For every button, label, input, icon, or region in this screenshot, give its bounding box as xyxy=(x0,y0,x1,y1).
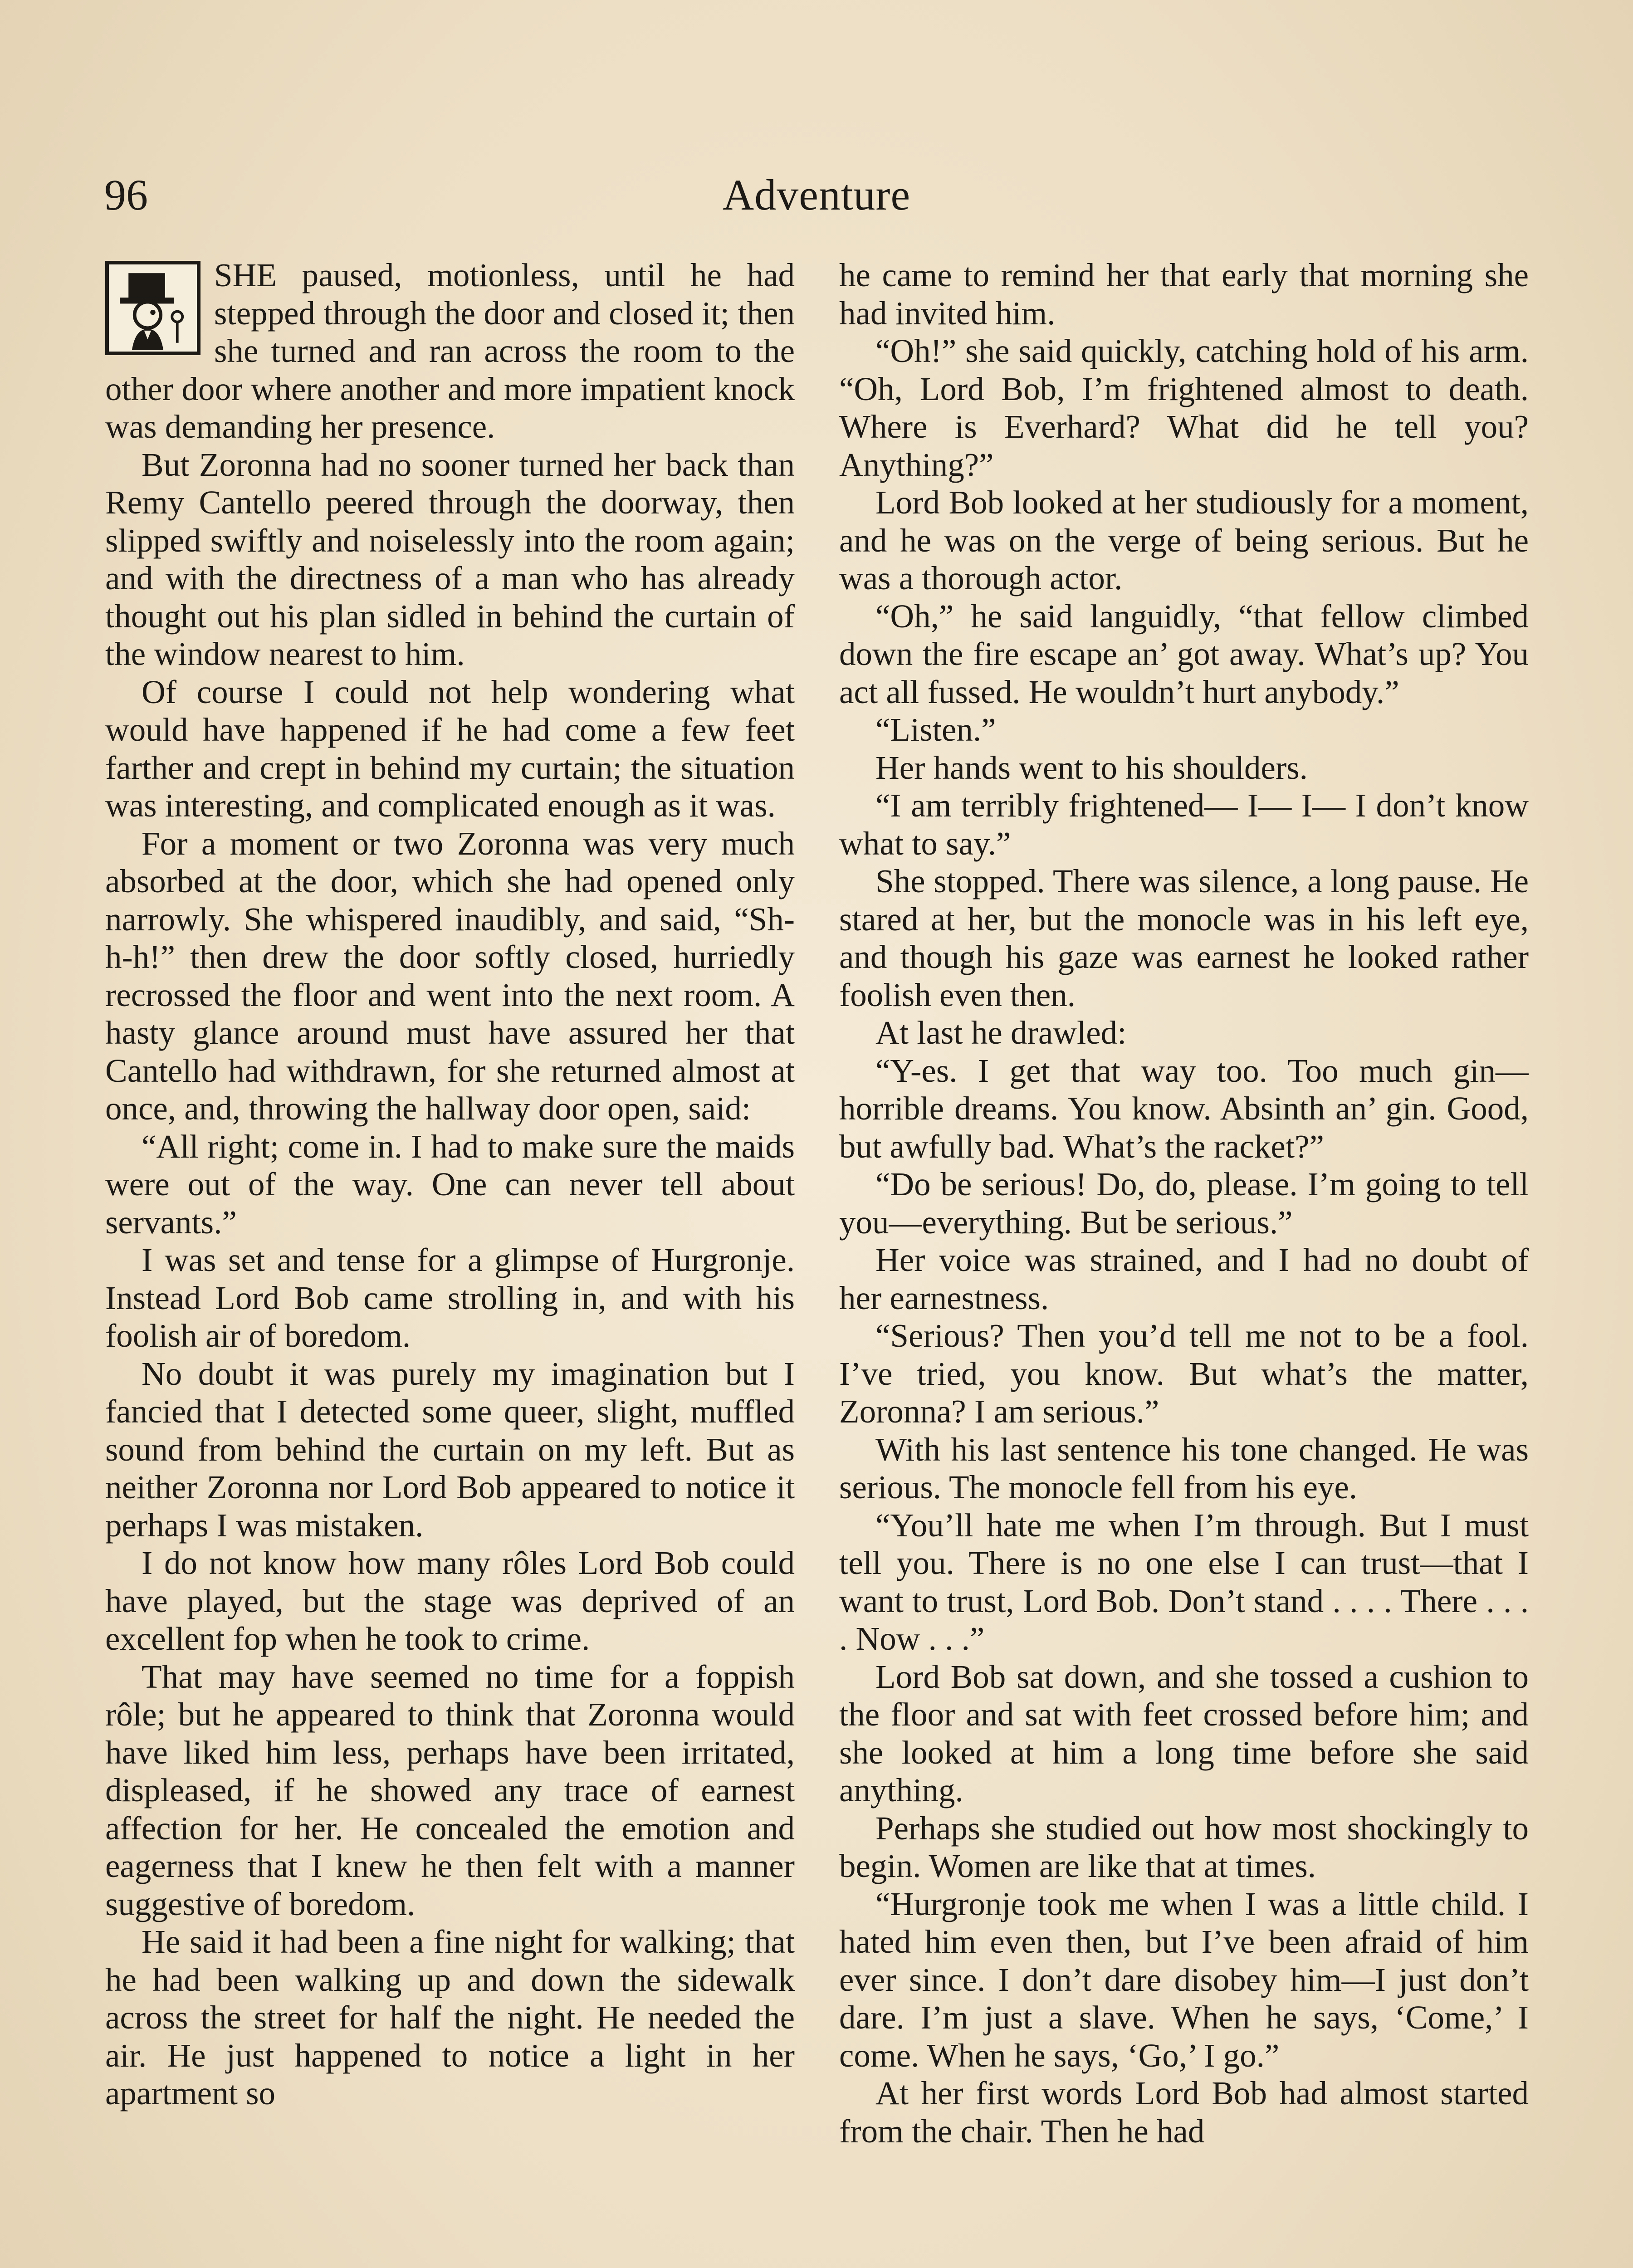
paragraph: I was set and tense for a glimpse of Hurgronje. Instead Lord Bob came strolling in, and with his foolish air of boredom. xyxy=(105,1242,795,1354)
paragraph: At last he drawled: xyxy=(875,1014,1127,1051)
paragraph: At her first words Lord Bob had almost started from the chair. Then he had xyxy=(839,2075,1529,2150)
paragraph: “Oh!” she said quickly, catching hold of his arm. “Oh, Lord Bob, I’m frightened almost to death. Where is Everhard? What did he tell you? Anything?” xyxy=(839,332,1529,483)
paragraph: Lord Bob looked at her studiously for a moment, and he was on the verge of being serious. But he was a thorough actor. xyxy=(839,484,1529,596)
paragraph: Her voice was strained, and I had no doubt of her earnestness. xyxy=(839,1242,1529,1316)
article-body xyxy=(105,256,1534,2268)
paragraph-text: SHE paused, motionless, until he had stepped through the door and closed it; then she turned and ran across the room to the other door where another and more impatient knock was demanding her presence. xyxy=(105,257,795,445)
paragraph: “You’ll hate me when I’m through. But I must tell you. There is no one else I can trust—that I want to trust, Lord Bob. Don’t stand . . . . There . . . . Now . . .” xyxy=(839,1506,1529,1657)
paragraph: “All right; come in. I had to make sure the maids were out of the way. One can never tell about servants.” xyxy=(105,1128,795,1241)
paragraph: “Serious? Then you’d tell me not to be a fool. I’ve tried, you know. But what’s the matter, Zoronna? I am serious.” xyxy=(839,1317,1529,1430)
paragraph: “Do be serious! Do, do, please. I’m going to tell you—everything. But be serious.” xyxy=(839,1166,1529,1241)
paragraph: I do not know how many rôles Lord Bob could have played, but the stage was deprived of an excellent fop when he took to crime. xyxy=(105,1545,795,1657)
paragraph: She stopped. There was silence, a long pause. He stared at her, but the monocle was in his left eye, and though his gaze was earnest he looked rather foolish even then. xyxy=(839,863,1529,1013)
paragraph: No doubt it was purely my imagination but I fancied that I detected some queer, slight, muffled sound from behind the curtain on my left. But as neither Zoronna nor Lord Bob appeared to notice it perhaps I was mistaken. xyxy=(105,1355,795,1544)
paragraph: “I am terribly frightened— I— I— I don’t know what to say.” xyxy=(839,787,1529,862)
paragraph xyxy=(105,256,795,446)
left-column xyxy=(105,256,795,2268)
paragraph: “Listen.” xyxy=(875,711,996,748)
paragraph: “Oh,” he said languidly, “that fellow climbed down the fire escape an’ got away. What’s up? You act all fussed. He wouldn’t hurt anybody.” xyxy=(839,597,1529,710)
paragraph: But Zoronna had no sooner turned her back than Remy Cantello peered through the doorway, then slipped swiftly and noiselessly into the room again; and with the directness of a man who has already thought out his plan sidled in behind the curtain of the window nearest to him. xyxy=(105,446,795,672)
paragraph: Of course I could not help wondering what would have happened if he had come a few feet farther and crept in behind my curtain; the situation was interesting, and complicated enough as it was. xyxy=(105,673,795,824)
top-hat-figure-icon xyxy=(105,261,200,355)
paragraph: “Hurgronje took me when I was a little child. I hated him even then, but I’ve been afraid of him ever since. I don’t dare disobey him—I just don’t dare. I’m just a slave. When he says, ‘Come,’ I come. When he says, ‘Go,’ I go.” xyxy=(839,1885,1529,2074)
paragraph: That may have seemed no time for a foppish rôle; but he appeared to think that Zoronna would have liked him less, perhaps have been irritated, displeased, if he showed any trace of earnest affection for her. He concealed the emotion and eagerness that I knew he then felt with a manner suggestive of boredom. xyxy=(105,1658,795,1922)
paragraph: he came to remind her that early that morning she had invited him. xyxy=(839,257,1529,332)
paragraph: Perhaps she studied out how most shockingly to begin. Women are like that at times. xyxy=(839,1809,1529,1884)
page-number: 96 xyxy=(104,171,148,219)
paragraph: He said it had been a fine night for walking; that he had been walking up and down the sidewalk across the street for half the night. He needed the air. He just happened to notice a light in her apartment so xyxy=(105,1923,795,2112)
paragraph: Her hands went to his shoulders. xyxy=(875,749,1308,786)
paragraph: For a moment or two Zoronna was very much absorbed at the door, which she had opened only narrowly. She whispered inaudibly, and said, “Sh-h-h!” then drew the door softly closed, hurriedly recrossed the floor and went into the next room. A hasty glance around must have assured her that Cantello had withdrawn, for she returned almost at once, and, throwing the hallway door open, said: xyxy=(105,825,795,1127)
page-header xyxy=(104,163,1529,227)
right-column xyxy=(839,256,1529,2268)
running-head: Adventure xyxy=(722,171,911,219)
paragraph: Lord Bob sat down, and she tossed a cushion to the floor and sat with feet crossed before him; and she looked at him a long time before she said anything. xyxy=(839,1658,1529,1809)
paragraph: With his last sentence his tone changed. He was serious. The monocle fell from his eye. xyxy=(839,1431,1529,1505)
paragraph: “Y-es. I get that way too. Too much gin—horrible dreams. You know. Absinth an’ gin. Good, but awfully bad. What’s the racket?” xyxy=(839,1052,1529,1165)
